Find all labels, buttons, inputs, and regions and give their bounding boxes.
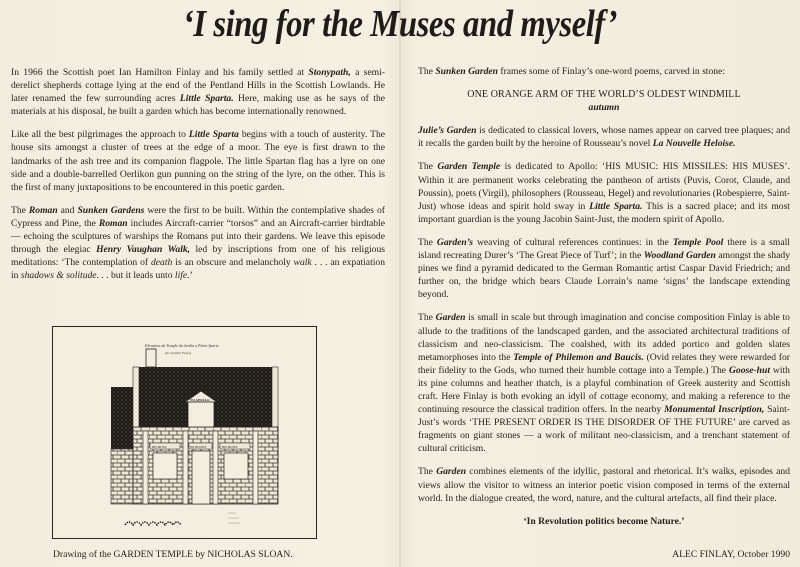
one-word-poem	[418, 88, 790, 114]
text-run: In 1966 the Scottish poet Ian Hamilton Finlay and his family settled at	[11, 67, 309, 78]
paragraph	[11, 128, 385, 193]
closing-quote: ‘In Revolution politics become Nature.’	[523, 515, 685, 527]
page-fold	[399, 0, 401, 567]
text-run: This is a sacred place; and its most important guardian is the young Jacobin Saint-Just, the modern spirit of Apollo.	[418, 200, 790, 225]
text-run: with its pine columns and heather thatch, is a playful combination of Greek austerity and Scottish craft. Here Finlay is both evoking an idyll of cottage economy, and making a reference to the continuing resource the classical tradition offers. In the nearby	[418, 364, 790, 416]
emphasis-word: walk	[293, 257, 312, 269]
text-run: weaving of cultural references continues: in the	[473, 236, 673, 248]
window-label: HIS MUSIC	[152, 445, 168, 449]
emphasis-name: Temple Pool	[672, 236, 724, 248]
poem-word: autumn	[588, 102, 620, 114]
text-run: and	[57, 204, 78, 216]
emphasis-name: Roman	[28, 204, 58, 216]
emphasis-name: Julie’s Garden	[418, 125, 477, 137]
text-run: Here, making use as he says of the materials at his disposal, he built a garden which has become internationally renowned.	[11, 93, 386, 118]
text-run: is small in scale but through imagination and concise composition Finlay is able to allude to the traditions of the landscaped garden, and the associated architectural traditions of classicism and neo-classicism. The coalshed, with its added portico and golden slates metamorphoses into the	[418, 312, 790, 363]
emphasis-name: Little Sparta.	[179, 93, 234, 105]
emphasis-name: Little Sparta.	[589, 200, 643, 212]
text-run: The	[418, 66, 436, 77]
text-run: there is a small island recreating Durer’s ‘The Great Piece of Turf’; in the	[418, 236, 790, 262]
emphasis-name: Sunken Gardens	[77, 204, 145, 216]
emphasis-name: Temple of Philemon and Baucis.	[513, 351, 644, 363]
emphasis-name: La Nouvelle Heloise.	[652, 138, 736, 150]
emphasis-word: death	[150, 257, 173, 269]
author-signature: ALEC FINLAY, October 1990	[672, 549, 790, 560]
drawing-inscription-sub: (In Scottish Farm)	[165, 351, 191, 355]
drawing-inscription: Elevation du Temple du Jardin a Petite Sparte	[145, 343, 219, 348]
text-run: frames some of Finlay’s one-word poems, carved in stone:	[497, 66, 725, 77]
emphasis-name: Garden	[435, 312, 466, 324]
emphasis-name: Goose-hut	[728, 364, 771, 376]
emphasis-name: Stonypath,	[308, 67, 351, 78]
temple-elevation-illustration	[53, 327, 316, 538]
svg-text:~~~~~: ~~~~~	[228, 512, 236, 515]
text-run: led by inscriptions from one of his religious meditations: ‘The contemplation of	[11, 244, 385, 269]
paragraph	[418, 124, 790, 150]
text-run: ’	[189, 270, 193, 282]
text-run: is dedicated to Apollo: ‘HIS MUSIC: HIS MISSILES: HIS MUSES’. Within it are permanent works celebrating the pantheon of artists (Puvis, Corot, Claude, and Poussin), poets (Virgil), philosophers (Rousseau, Hegel) and revolutionaries (Robespierre, Saint-Just) whose ideas and spirit hold sway in	[418, 161, 791, 212]
paragraph	[418, 236, 790, 301]
emphasis-name: Henry Vaughan Walk,	[96, 244, 191, 256]
text-run: The	[11, 204, 29, 216]
text-run: combines elements of the idyllic, pastoral and rhetorical. It’s walks, episodes and views allow the visitor to witness an interior poetic vision composed in terms of the external world. In the dialogue created, the word, nature, and the cultural artefacts, all find their place.	[418, 466, 790, 504]
emphasis-name: Roman	[98, 217, 128, 229]
emphasis-name: Garden’s	[436, 236, 473, 248]
text-run: begins with a touch of austerity. The house sits amongst a cluster of trees at the edge of a moor. The eye is first drawn to the landmarks of the ash tree and its companion flagpole. The little Spartan flag has a lyre on one side and a double-barrelled Oerlikon gun punning on the string of the lyre, on the other. This is the first of many juxtapositions to be encountered in this poetic garden.	[11, 129, 385, 193]
drawing-caption: Drawing of the GARDEN TEMPLE by NICHOLAS SLOAN.	[53, 549, 293, 560]
text-run: a semi-derelict shepherds cottage lying at the end of the Pentland Hills in the Scottish Lowlands. He later renamed the few surrounding acres	[11, 67, 385, 105]
poem-line: ONE ORANGE ARM OF THE WORLD’S OLDEST WINDMILL	[467, 89, 741, 101]
emphasis-name: Garden Temple	[437, 161, 501, 173]
svg-text:~~~~~~~~: ~~~~~~~~	[228, 522, 241, 525]
window-label: HIS MUSES	[222, 445, 238, 449]
paragraph	[418, 311, 790, 455]
text-run: amongst the shady pines we find a pyramid dedicated to the German Romantic artist Caspar David Friedrich; and further on, the bridge which bears Claude Lorrain’s name ‘signs’ the landscape extending beyond.	[418, 250, 790, 301]
emphasis-name: Sunken Garden	[435, 66, 498, 77]
paragraph	[11, 66, 385, 118]
emphasis-word: life.	[174, 270, 190, 282]
text-run: . . . but it leads unto	[96, 270, 175, 282]
text-run: . . . an expatiation in	[11, 257, 385, 282]
text-run: is dedicated to classical lovers, whose names appear on carved tree plaques; and it recalls the garden built by the heroine of Rousseau’s novel	[418, 125, 790, 150]
emphasis-name: Garden	[436, 466, 467, 478]
text-run: were the first to be built. Within the contemplative shades of Cypress and Pine, the	[11, 204, 385, 229]
left-column	[11, 66, 385, 292]
text-run: The	[418, 161, 438, 173]
paragraph	[11, 204, 385, 283]
page-title: ‘I sing for the Muses and myself’	[182, 3, 618, 45]
text-run: Saint-Just’s words ‘THE PRESENT ORDER IS THE DISORDER OF THE FUTURE’ are carved as fragments on giant stones — a work of militant neo-classicism, and a trenchant statement of cultural criticism.	[418, 404, 790, 455]
window-label: HIS MISSILES	[190, 446, 207, 449]
text-run: (Ovid relates they were rewarded for their fidelity to the Gods, who turned their humble cottage into a Temple.) The	[418, 351, 790, 376]
paragraph	[418, 160, 790, 225]
emphasis-name: Monumental Inscription,	[664, 404, 765, 416]
right-column	[418, 65, 790, 538]
intro-paragraph	[418, 65, 790, 78]
text-run: The	[418, 236, 437, 248]
text-run: The	[418, 312, 436, 324]
pediment-label: TO APOLLO	[190, 398, 210, 402]
text-run: Like all the best pilgrimages the approach to	[11, 129, 189, 141]
svg-text:~~~~~~~: ~~~~~~~	[228, 517, 239, 520]
paragraph	[418, 465, 790, 504]
emphasis-word: shadows & solitude	[20, 270, 97, 282]
text-run: includes Aircraft-carrier “torsos” and an Aircraft-carrier birdtable — echoing the sculptures of warships the Romans put into their gardens. We leave this episode through the elegiac	[11, 217, 385, 256]
garden-temple-drawing	[52, 326, 317, 539]
emphasis-name: Woodland Garden	[643, 250, 716, 262]
text-run: is an obscure and melancholy	[172, 257, 294, 269]
emphasis-name: Little Sparta	[188, 129, 239, 141]
text-run: The	[418, 466, 437, 478]
